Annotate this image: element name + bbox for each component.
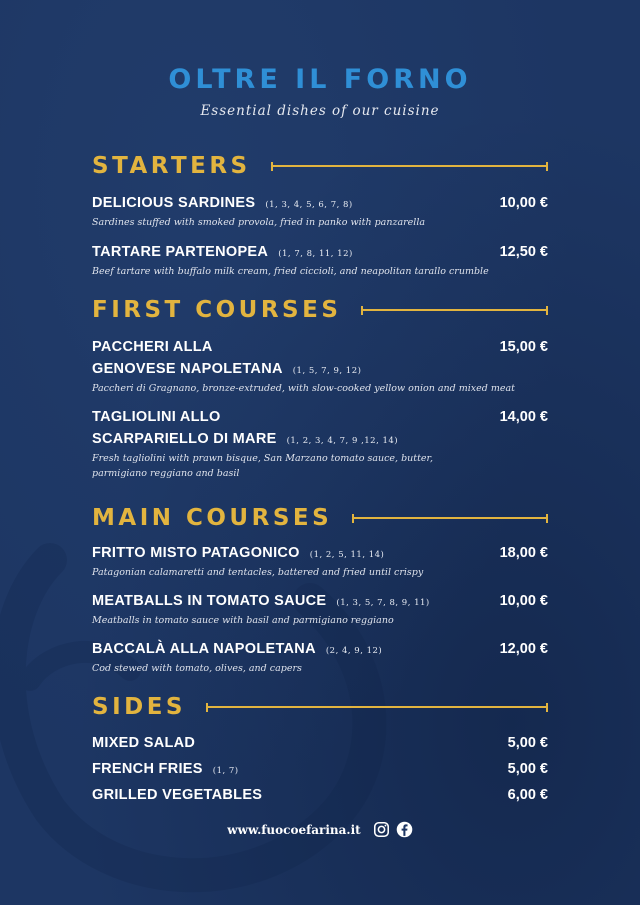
dish-price: 10,00 €: [499, 195, 548, 211]
allergen-codes: (1, 2, 3, 4, 7, 9 ,12, 14): [286, 436, 399, 446]
dish-name-line-1: TAGLIOLINI ALLO: [92, 409, 221, 425]
dish-description: Cod stewed with tomato, olives, and capers: [92, 663, 302, 674]
section-header: [92, 149, 548, 183]
dish-price: 6,00 €: [507, 787, 548, 803]
menu-header: [0, 64, 640, 119]
dish-description: Paccheri di Gragnano, bronze-extruded, with slow-cooked yellow onion and mixed meat: [92, 383, 515, 394]
dish-name: FRITTO MISTO PATAGONICO (1, 2, 5, 11, 14): [92, 545, 385, 561]
dish-price: 14,00 €: [499, 409, 548, 425]
instagram-icon[interactable]: [373, 821, 390, 838]
dish-price: 5,00 €: [507, 761, 548, 777]
dish-name-line-2: GENOVESE NAPOLETANA (1, 5, 7, 9, 12): [92, 361, 362, 377]
menu-item: [92, 783, 548, 809]
dish-description: Beef tartare with buffalo milk cream, fried ciccioli, and neapolitan tarallo crumble: [92, 266, 489, 277]
dish-name: DELICIOUS SARDINES (1, 3, 4, 5, 6, 7, 8): [92, 195, 353, 211]
allergen-codes: (2, 4, 9, 12): [325, 646, 383, 656]
section-header: [92, 690, 548, 724]
dish-price: 12,00 €: [499, 641, 548, 657]
section-main-courses: [92, 501, 548, 677]
allergen-codes: (1, 7): [212, 766, 239, 776]
dish-price: 5,00 €: [507, 735, 548, 751]
dish-name: MIXED SALAD: [92, 735, 196, 751]
allergen-codes: (1, 3, 5, 7, 8, 9, 11): [336, 598, 430, 608]
section-title: MAIN COURSES: [92, 505, 333, 531]
dish-description: Meatballs in tomato sauce with basil and parmigiano reggiano: [92, 615, 394, 626]
dish-name-line-2: SCARPARIELLO DI MARE (1, 2, 3, 4, 7, 9 ,12, 14): [92, 431, 399, 447]
menu-item: [92, 542, 548, 581]
section-first-courses: [92, 293, 548, 482]
dish-description: Sardines stuffed with smoked provola, fried in panko with panzarella: [92, 217, 426, 228]
menu-title: OLTRE IL FORNO: [168, 64, 472, 95]
section-header: [92, 501, 548, 535]
menu-item: [92, 192, 548, 231]
section-starters: [92, 149, 548, 280]
section-header: [92, 293, 548, 327]
dish-price: 18,00 €: [499, 545, 548, 561]
website-link[interactable]: www.fuocoefarina.it: [227, 822, 361, 837]
menu-item: [92, 590, 548, 629]
dish-name: MEATBALLS IN TOMATO SAUCE (1, 3, 5, 7, 8, 9, 11): [92, 593, 430, 609]
allergen-codes: (1, 3, 4, 5, 6, 7, 8): [265, 200, 353, 210]
dish-description-line-2: parmigiano reggiano and basil: [92, 468, 240, 479]
dish-price: 10,00 €: [499, 593, 548, 609]
dish-name: BACCALÀ ALLA NAPOLETANA (2, 4, 9, 12): [92, 641, 383, 657]
section-divider: [352, 514, 548, 523]
section-divider: [271, 162, 548, 171]
section-divider: [361, 306, 548, 315]
menu-item: [92, 241, 548, 280]
dish-name-line-1: PACCHERI ALLA: [92, 339, 213, 355]
menu-item: [92, 757, 548, 783]
dish-description: Patagonian calamaretti and tentacles, battered and fried until crispy: [92, 567, 424, 578]
menu-item: [92, 336, 548, 397]
dish-description-line-1: Fresh tagliolini with prawn bisque, San Marzano tomato sauce, butter,: [92, 453, 434, 464]
section-title: SIDES: [92, 694, 186, 720]
dish-name: FRENCH FRIES (1, 7): [92, 761, 239, 777]
dish-price: 15,00 €: [499, 339, 548, 355]
facebook-icon[interactable]: [396, 821, 413, 838]
section-title: STARTERS: [92, 153, 251, 179]
menu-item: [92, 731, 548, 757]
menu-subtitle: Essential dishes of our cuisine: [200, 103, 440, 119]
allergen-codes: (1, 2, 5, 11, 14): [309, 550, 385, 560]
allergen-codes: (1, 7, 8, 11, 12): [278, 249, 353, 259]
dish-name: GRILLED VEGETABLES: [92, 787, 263, 803]
section-title: FIRST COURSES: [92, 297, 342, 323]
section-sides: [92, 690, 548, 809]
menu-item: [92, 406, 548, 482]
allergen-codes: (1, 5, 7, 9, 12): [292, 366, 362, 376]
dish-name: TARTARE PARTENOPEA (1, 7, 8, 11, 12): [92, 244, 353, 260]
menu-footer: [0, 821, 640, 838]
section-divider: [206, 703, 548, 712]
dish-price: 12,50 €: [499, 244, 548, 260]
menu-item: [92, 638, 548, 677]
